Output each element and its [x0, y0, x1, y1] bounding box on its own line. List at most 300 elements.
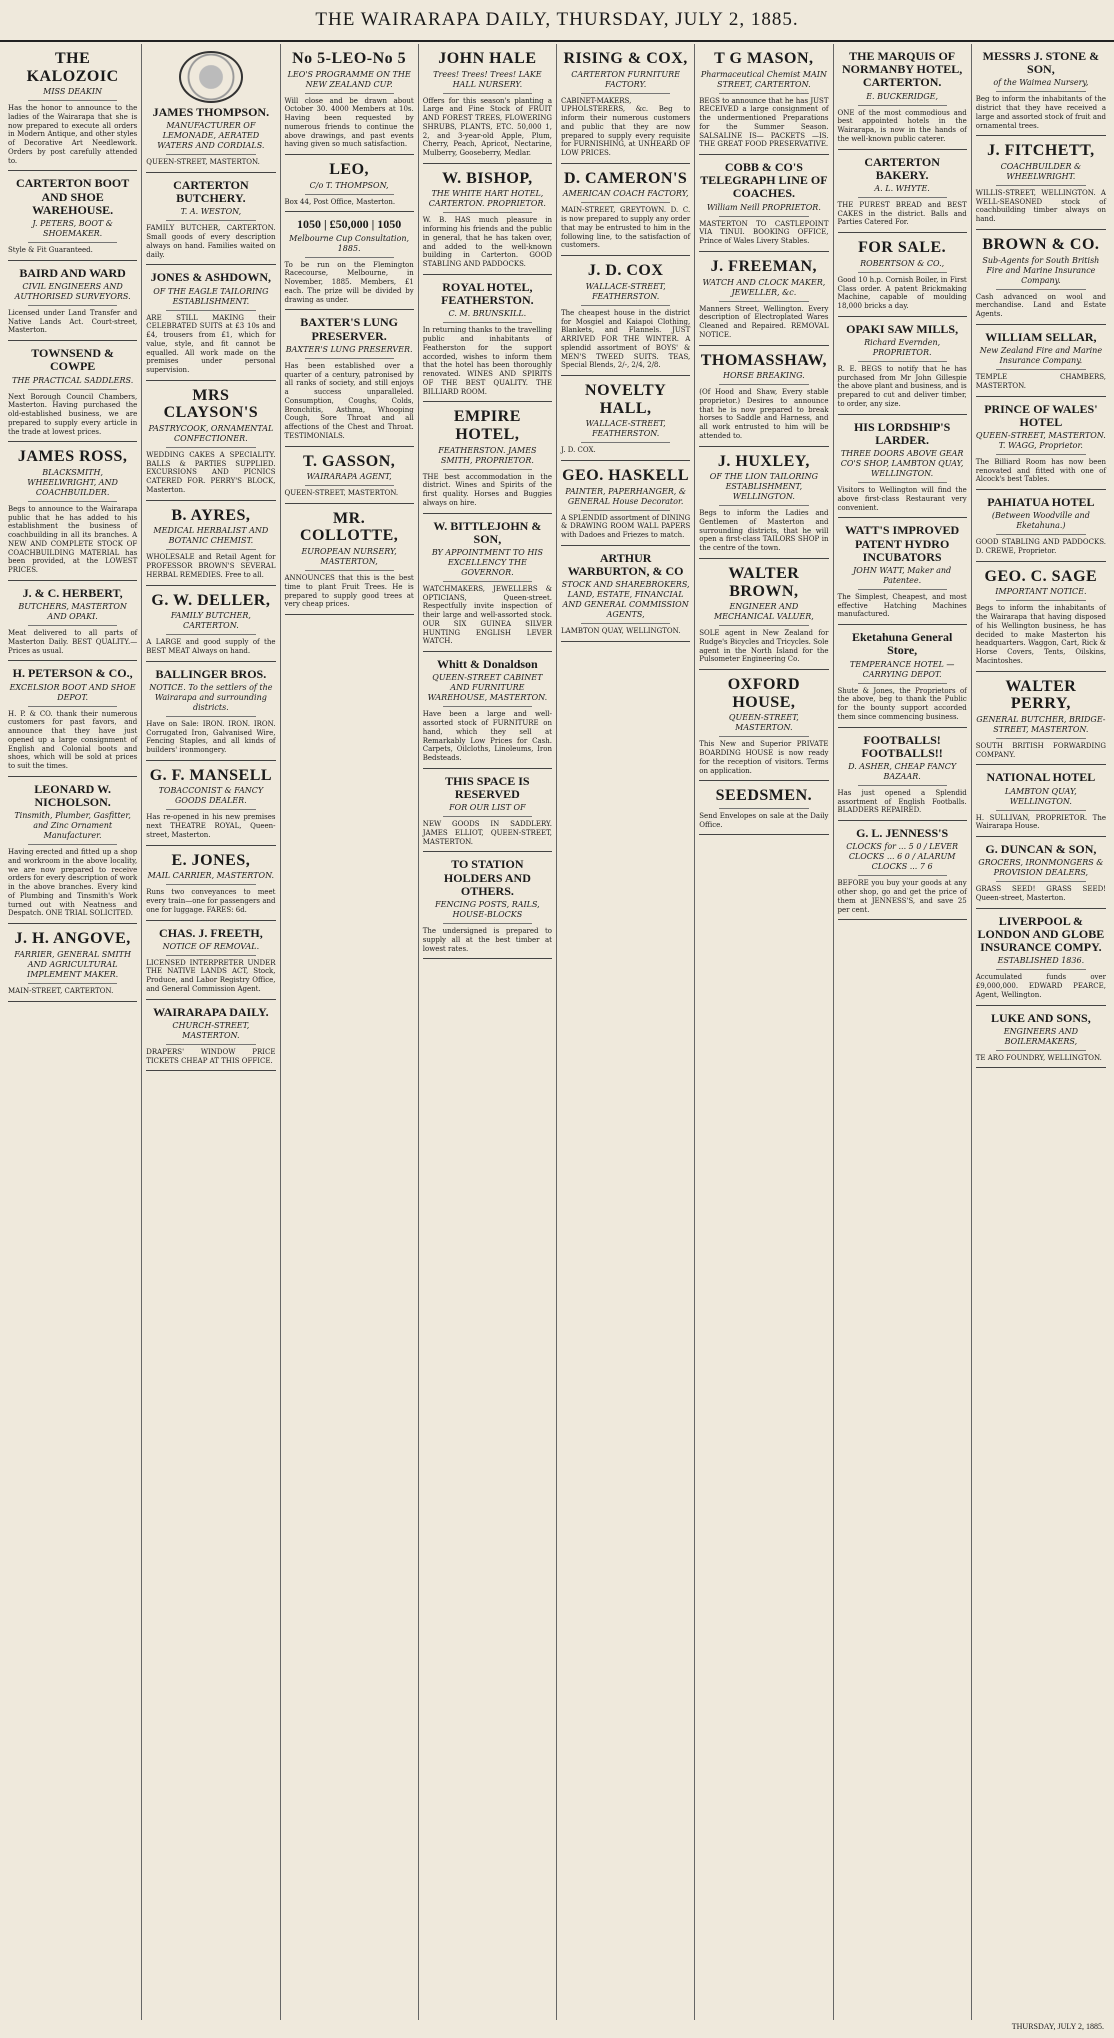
divider — [28, 501, 117, 502]
ad-subheading: CLOCKS for ... 5 0 / LEVER CLOCKS ... 6 0 / ALARUM CLOCKS ... 7 6 — [846, 842, 958, 872]
advertisement — [976, 397, 1106, 491]
ad-body: MASTERTON TO CASTLEPOINT VIA TINUI. BOOKING OFFICE, Prince of Wales Livery Stables. — [699, 219, 829, 246]
ad-subheading: MEDICAL HERBALIST AND BOTANIC CHEMIST. — [153, 526, 269, 546]
divider — [166, 310, 255, 311]
divider — [28, 844, 117, 845]
ad-subheading: QUEEN-STREET, MASTERTON. T. WAGG, Proprietor. — [975, 430, 1106, 450]
divider — [996, 600, 1086, 601]
column-6 — [695, 44, 833, 2020]
advertisement — [838, 415, 967, 519]
divider — [28, 983, 117, 984]
ad-body: To be run on the Flemington Racecourse, Melbourne, in November, 1885. Members, £1 each. The prize will be divided by drawing as under. — [284, 260, 414, 304]
ad-body: FAMILY BUTCHER, CARTERTON. Small goods of every description always on hand. Families waited on daily. — [146, 224, 276, 259]
divider — [858, 272, 947, 273]
ad-body: In returning thanks to the travelling public and inhabitants of Featherston for the support accorded, wishes to inform them that the hotel has been thoroughly renovated. WINES AND SPIRITS OF THE BEST QUALITY. THE BILLIARD ROOM. — [422, 326, 552, 396]
ad-heading: JOHN HALE — [438, 50, 537, 67]
divider — [305, 570, 394, 571]
ad-body: A SPLENDID assortment of DINING & DRAWING ROOM WALL PAPERS with Dadoes and Friezes to match. — [561, 513, 691, 540]
divider — [581, 442, 670, 443]
ad-subheading: QUEEN-STREET, MASTERTON. — [728, 713, 799, 733]
ad-heading: TO STATION HOLDERS AND OTHERS. — [443, 857, 531, 898]
divider — [858, 197, 947, 198]
ad-subheading: ENGINEERS AND BOILERMAKERS, — [1003, 1026, 1079, 1046]
divider — [996, 289, 1086, 290]
divider — [996, 969, 1086, 970]
ad-subheading: BAXTER'S LUNG PRESERVER. — [285, 344, 413, 354]
ad-subheading: PASTRYCOOK, ORNAMENTAL CONFECTIONER. — [148, 423, 274, 443]
ad-subheading: Pharmaceutical Chemist MAIN STREET, CARTERTON. — [700, 69, 827, 89]
ad-body: LICENSED INTERPRETER UNDER THE NATIVE LANDS ACT, Stock, Produce, and Labor Registry Office, and General Commission Agent. — [146, 958, 276, 993]
ad-columns — [4, 44, 1110, 2020]
advertisement — [146, 44, 275, 173]
ad-subheading: COACHBUILDER & WHEELWRIGHT. — [1000, 161, 1082, 181]
ad-heading: CARTERTON BAKERY. — [864, 154, 940, 182]
divider — [443, 212, 532, 213]
ad-subheading: CARTERTON FURNITURE FACTORY. — [571, 69, 680, 89]
ad-body: SOUTH BRITISH FORWARDING COMPANY. — [975, 741, 1106, 759]
advertisement — [838, 518, 967, 625]
ad-subheading: EXCELSIOR BOOT AND SHOE DEPOT. — [9, 682, 136, 702]
ad-heading: B. AYRES, — [171, 506, 251, 524]
ad-heading: H. PETERSON & CO., — [12, 666, 133, 681]
advertisement — [976, 909, 1106, 1006]
divider — [996, 534, 1086, 535]
ad-heading: FOR SALE. — [858, 239, 947, 257]
ad-subheading: BUTCHERS, MASTERTON AND OPAKI. — [18, 602, 127, 622]
divider — [719, 505, 808, 506]
ad-heading: GEO. HASKELL — [562, 466, 690, 484]
divider — [858, 482, 947, 483]
advertisement — [8, 777, 137, 924]
column-7 — [834, 44, 972, 2020]
advertisement — [8, 171, 137, 260]
ad-subheading: CHURCH-STREET, MASTERTON. — [172, 1020, 250, 1040]
divider — [443, 706, 532, 707]
divider — [996, 369, 1086, 370]
advertisement — [423, 514, 552, 653]
masthead: THE WAIRARAPA DAILY, THURSDAY, JULY 2, 1885. — [0, 0, 1114, 42]
ad-body: J. D. COX. — [561, 446, 596, 455]
advertisement — [423, 652, 552, 769]
ad-body: Meat delivered to all parts of Masterton Daily. BEST QUALITY.—Prices as usual. — [8, 629, 138, 655]
ad-subheading: HORSE BREAKING. — [723, 371, 805, 381]
ad-body: TEMPLE CHAMBERS, MASTERTON. — [975, 373, 1106, 390]
divider — [443, 322, 532, 323]
ad-body: The undersigned is prepared to supply all at the best timber at lowest rates. — [422, 927, 552, 953]
ad-heading: G. DUNCAN & SON, — [985, 842, 1097, 857]
ad-heading: WILLIAM SELLAR, — [985, 329, 1097, 344]
ad-subheading: CIVIL ENGINEERS AND AUTHORISED SURVEYORS. — [14, 281, 131, 301]
advertisement — [146, 846, 275, 921]
ad-heading: J. H. ANGOVE, — [14, 930, 131, 948]
ad-body: Runs two conveyances to meet every train—one for passengers and one for luggage. FARES: 6d. — [146, 888, 276, 914]
ad-body: This New and Superior PRIVATE BOARDING HOUSE is now ready for the reception of visitors. Terms on application. — [699, 740, 829, 775]
advertisement — [838, 821, 967, 920]
ad-heading: ROYAL HOTEL, FEATHERSTON. — [441, 279, 534, 308]
advertisement — [8, 924, 137, 1001]
ad-heading: WALTER BROWN, — [728, 564, 800, 600]
divider — [28, 706, 117, 707]
ad-heading: CARTERTON BOOT AND SHOE WAREHOUSE. — [15, 176, 130, 217]
advertisement — [561, 256, 690, 376]
ad-body: Shute & Jones, the Proprietors of the above, beg to thank the Public for the bounty support accorded them since commencing business. — [837, 686, 967, 721]
advertisement — [146, 265, 275, 380]
advertisement — [423, 275, 552, 402]
advertisement — [8, 442, 137, 581]
advertisement — [423, 44, 552, 164]
ad-body: QUEEN-STREET, MASTERTON. — [284, 489, 399, 498]
ad-heading: No 5-LEO-No 5 — [292, 50, 407, 67]
ad-subheading: MISS DEAKIN — [43, 87, 103, 97]
ad-subheading: BY APPOINTMENT TO HIS EXCELLENCY THE GOVERNOR. — [431, 547, 543, 577]
ad-subheading: FOR OUR LIST OF — [449, 803, 526, 813]
advertisement — [146, 921, 275, 1000]
advertisement — [146, 381, 275, 501]
advertisement — [8, 341, 137, 442]
ad-subheading: THE WHITE HART HOTEL, CARTERTON. PROPRIETOR. — [428, 189, 546, 209]
ad-body: H. SULLIVAN, PROPRIETOR. The Wairarapa House. — [975, 813, 1106, 831]
advertisement — [423, 769, 552, 853]
advertisement — [561, 546, 690, 642]
advertisement — [976, 765, 1106, 837]
advertisement — [699, 346, 828, 447]
ad-subheading: MAIL CARRIER, MASTERTON. — [147, 871, 275, 881]
ad-heading: J. & C. HERBERT, — [22, 585, 123, 600]
divider — [719, 808, 808, 809]
ad-heading: WALTER PERRY, — [1005, 677, 1077, 713]
advertisement — [976, 44, 1106, 136]
ad-body: Manners Street, Wellington. Every description of Electroplated Wares Cleaned and Repaired. REMOVAL NOTICE. — [699, 304, 829, 339]
ad-subheading: EUROPEAN NURSERY, MASTERTON, — [301, 547, 397, 567]
ad-subheading: NOTICE. To the settlers of the Wairarapa and surrounding districts. — [149, 682, 273, 712]
divider — [443, 93, 532, 94]
column-3 — [281, 44, 419, 2020]
ad-subheading: WALLACE-STREET, FEATHERSTON. — [585, 419, 666, 439]
ad-heading: LEONARD W. NICHOLSON. — [34, 781, 111, 809]
divider — [305, 485, 394, 486]
ad-heading: 1050 | £50,000 | 1050 — [296, 217, 402, 232]
ad-subheading: OF THE EAGLE TAILORING ESTABLISHMENT. — [153, 286, 269, 306]
ad-subheading: IMPORTANT NOTICE. — [995, 587, 1087, 597]
ad-body: BEGS to announce that he has JUST RECEIVED a large consignment of the undermentioned Preparations for the Summer Season. SALSALINE IS— PACKETS —IS. THE GREAT FOOD PRESERVATIVE. — [699, 96, 829, 149]
ad-body: Good 10 h.p. Cornish Boiler, in First Class order. A patent Brickmaking Machine, capable of moulding 18,000 bricks a day. — [837, 275, 967, 311]
advertisement — [146, 761, 275, 846]
divider — [996, 1050, 1086, 1051]
ad-body: TE ARO FOUNDRY, WELLINGTON. — [975, 1053, 1102, 1062]
ad-body: The cheapest house in the district for Mosgiel and Kaiapoi Clothing, Blankets, and Flannels. JUST ARRIVED FOR THE WINTER. A splendid assortment of BOYS' & MEN'S TWEED SUITS. TEAS, Special Blends, 2/-, 2/4, 2/8. — [561, 308, 691, 370]
ad-subheading: (Between Woodville and Eketahuna.) — [991, 511, 1090, 531]
ad-subheading: LAMBTON QUAY, WELLINGTON. — [1004, 786, 1077, 806]
advertisement — [838, 625, 967, 727]
advertisement — [146, 1000, 275, 1072]
divider — [858, 361, 947, 362]
ad-heading: RISING & COX, — [563, 50, 688, 67]
divider — [166, 220, 255, 221]
ad-subheading: TEMPERANCE HOTEL — CARRYING DEPOT. — [849, 659, 955, 679]
ad-body: Have been a large and well-assorted stock of FURNITURE on hand, which they sell at Remarkably Low Prices for Cash. Carpets, Oilcloths, Linoleums, Iron Bedsteads. — [422, 710, 552, 763]
ad-heading: WATT'S IMPROVED PATENT HYDRO INCUBATORS — [845, 523, 960, 564]
advertisement — [699, 670, 828, 781]
ad-heading: BALLINGER BROS. — [155, 666, 267, 681]
ad-subheading: William Neill PROPRIETOR. — [706, 202, 821, 212]
divider — [858, 875, 947, 876]
ad-heading: NOVELTY HALL, — [585, 382, 667, 417]
ad-heading: D. CAMERON'S — [563, 169, 688, 187]
advertisement — [838, 150, 967, 234]
advertisement — [8, 661, 137, 776]
divider — [28, 100, 117, 101]
divider — [858, 683, 947, 684]
ad-subheading: BLACKSMITH, WHEELWRIGHT, AND COACHBUILDER. — [27, 467, 118, 497]
ad-body: QUEEN-STREET, MASTERTON. — [146, 158, 260, 167]
divider — [305, 93, 394, 94]
ad-heading: NATIONAL HOTEL — [986, 770, 1096, 785]
ad-body: MAIN-STREET, CARTERTON. — [8, 986, 114, 995]
ad-body: Has the honor to announce to the ladies of the Wairarapa that she is now prepared to execute all orders in Modern Antique, and other styles of Decorative Art Needlework. Orders by post carefully attended to. — [8, 104, 138, 165]
ad-body: Begs to inform the Ladies and Gentlemen of Masterton and surrounding districts, that he will open a first-class TAILORS SHOP in the centre of the town. — [699, 509, 829, 553]
advertisement — [838, 233, 967, 317]
advertisement — [838, 44, 967, 150]
advertisement — [8, 44, 137, 171]
ad-heading: PRINCE OF WALES' HOTEL — [984, 401, 1098, 429]
divider — [581, 510, 670, 511]
ad-body: Visitors to Wellington will find the above first-class Restaurant very convenient. — [837, 486, 967, 512]
ad-heading: CHAS. J. FREETH, — [159, 925, 263, 940]
ad-body: Has re-opened in his new premises next THEATRE ROYAL, Queen-street, Masterton. — [146, 813, 276, 839]
divider — [28, 242, 117, 243]
ad-subheading: QUEEN-STREET CABINET AND FURNITURE WAREHOUSE, MASTERTON. — [427, 673, 548, 703]
ad-heading: THE MARQUIS OF NORMANBY HOTEL, CARTERTON. — [842, 49, 963, 90]
divider — [443, 581, 532, 582]
ad-body: Begs to inform the inhabitants of the Wairarapa that having disposed of his Wellington business, he has decided to make Masterton his headquarters. Waggon, Cart, Rick & Horse Covers, Tents, Oilskins, Macintoshes. — [975, 604, 1106, 665]
advertisement — [8, 581, 137, 661]
divider — [581, 93, 670, 94]
divider — [581, 623, 670, 624]
divider — [996, 810, 1086, 811]
ad-subheading: C. M. BRUNSKILL. — [448, 309, 527, 319]
advertisement — [146, 662, 275, 761]
divider — [166, 716, 255, 717]
divider — [719, 301, 808, 302]
ad-subheading: WATCH AND CLOCK MAKER, JEWELLER, &c. — [702, 277, 826, 297]
divider — [166, 634, 255, 635]
divider — [858, 785, 947, 786]
ad-subheading: D. ASHER, CHEAP FANCY BAZAAR. — [848, 761, 957, 781]
ad-body: Box 44, Post Office, Masterton. — [284, 197, 396, 206]
ad-subheading: T. A. WESTON, — [180, 207, 242, 217]
divider — [719, 93, 808, 94]
ad-heading: ARTHUR WARBURTON, & CO — [567, 550, 684, 578]
ad-subheading: WALLACE-STREET, FEATHERSTON. — [585, 281, 666, 301]
ad-body: Cash advanced on wool and merchandise. Land and Estate Agents. — [975, 292, 1106, 319]
advertisement — [699, 559, 828, 670]
ad-subheading: THREE DOORS ABOVE GEAR CO'S SHOP, LAMBTON QUAY, WELLINGTON. — [840, 449, 964, 479]
ad-heading: BAXTER'S LUNG PRESERVER. — [300, 315, 398, 343]
divider — [996, 454, 1086, 455]
divider — [996, 91, 1086, 92]
divider — [166, 549, 255, 550]
ad-body: WATCHMAKERS, JEWELLERS & OPTICIANS, Queen-street. Respectfully invite inspection of their large and well-assorted stock. OUR SIX GUINEA SILVER HUNTING ENGLISH LEVER WATCH. — [422, 584, 552, 646]
ad-body: GRASS SEED! GRASS SEED! Queen-street, Masterton. — [975, 885, 1106, 902]
advertisement — [976, 325, 1106, 397]
advertisement — [146, 586, 275, 662]
advertisement — [8, 261, 137, 341]
ad-heading: Whitt & Donaldson — [437, 657, 538, 672]
ad-heading: G. F. MANSELL — [149, 766, 273, 784]
ad-heading: PAHIATUA HOTEL — [987, 495, 1095, 510]
ad-subheading: ROBERTSON & CO., — [860, 258, 945, 268]
advertisement — [976, 1006, 1106, 1069]
ad-subheading: FEATHERSTON. JAMES SMITH, PROPRIETOR. — [438, 445, 537, 465]
divider — [581, 202, 670, 203]
ad-body: THE PUREST BREAD and BEST CAKES in the district. Balls and Parties Catered For. — [837, 200, 967, 227]
advertisement — [423, 852, 552, 959]
advertisement — [561, 461, 690, 546]
advertisement — [285, 310, 414, 446]
divider — [28, 305, 117, 306]
column-5 — [557, 44, 695, 2020]
ad-subheading: JOHN WATT, Maker and Patentee. — [853, 565, 952, 585]
ad-subheading: GENERAL BUTCHER, BRIDGE-STREET, MASTERTON. — [976, 714, 1106, 734]
divider — [858, 589, 947, 590]
ad-body: ANNOUNCES that this is the best time to plant Fruit Trees. He is prepared to supply good trees at very cheap prices. — [284, 574, 414, 609]
ad-body: BEFORE you buy your goods at any other shop, go and get the price of them at JENNESS'S, and save 25 per cent. — [837, 879, 967, 914]
ad-heading: MESSRS J. STONE & SON, — [982, 49, 1100, 77]
ad-body: W. B. HAS much pleasure in informing his friends and the public in general, that he has taken over, and added to the well-known building in Carterton. GOOD STABLING AND PADDOCKS. — [422, 216, 552, 269]
ad-heading: J. FITCHETT, — [987, 142, 1095, 160]
ad-body: Licensed under Land Transfer and Native Lands Act. Court-street, Masterton. — [8, 308, 138, 335]
ad-heading: G. W. DELLER, — [151, 591, 271, 609]
ad-heading: E. JONES, — [171, 851, 251, 869]
ad-body: DRAPERS' WINDOW PRICE TICKETS CHEAP AT THIS OFFICE. — [146, 1047, 276, 1065]
ad-heading: JONES & ASHDOWN, — [150, 270, 272, 285]
ad-subheading: AMERICAN COACH FACTORY, — [562, 189, 689, 199]
ad-subheading: LEO'S PROGRAMME ON THE NEW ZEALAND CUP. — [287, 69, 411, 89]
ad-heading: JAMES ROSS, — [17, 448, 128, 466]
ad-subheading: WAIRARAPA AGENT, — [306, 472, 392, 482]
ad-heading: OPAKI SAW MILLS, — [846, 321, 959, 336]
advertisement — [285, 212, 414, 310]
divider — [166, 884, 255, 885]
ad-heading: THE KALOZOIC — [26, 50, 119, 85]
ad-body: Offers for this season's planting a Large and Fine Stock of FRUIT AND FOREST TREES, FLOWERING SHRUBS, PLANTS, ETC. 50,000 1, 2, and 3-year-old Apple, Plum, Cherry, Peach, Apricot, Nectarine, Mulberry, Gooseberry, Medlar. — [422, 96, 552, 158]
divider — [305, 194, 394, 195]
ad-heading: J. D. COX — [587, 262, 664, 280]
ad-body: R. E. BEGS to notify that he has purchased from Mr John Gillespie the above plant and business, and is prepared to cut and deliver timber, to order, any size. — [837, 364, 967, 408]
ad-heading: J. HUXLEY, — [717, 452, 810, 470]
divider — [719, 625, 808, 626]
ad-subheading: NOTICE OF REMOVAL. — [162, 941, 260, 951]
divider — [858, 105, 947, 106]
ad-heading: LUKE AND SONS, — [991, 1010, 1091, 1025]
divider — [996, 881, 1086, 882]
ad-subheading: FARRIER, GENERAL SMITH AND AGRICULTURAL IMPLEMENT MAKER. — [14, 949, 131, 979]
advertisement — [838, 728, 967, 822]
ad-body: WHOLESALE and Retail Agent for PROFESSOR BROWN'S SEVERAL HERBAL REMEDIES. Free to all. — [146, 553, 276, 579]
ad-heading: Eketahuna General Store, — [851, 630, 953, 658]
ad-body: The Simplest, Cheapest, and most effective Hatching Machines manufactured. — [837, 592, 967, 619]
ad-subheading: GROCERS, IRONMONGERS & PROVISION DEALERS, — [978, 858, 1104, 878]
ad-body: (Of Hood and Shaw, Every stable proprietor.) Desires to announce that he is now prepared to break horses to Saddle and Harness, and all work entrusted to him will be attended to. — [699, 388, 829, 440]
advertisement — [285, 504, 414, 615]
advertisement — [976, 230, 1106, 325]
divider — [996, 738, 1086, 739]
ad-body: Has just opened a Splendid assortment of English Footballs. BLADDERS REPAIRED. — [837, 788, 967, 815]
ad-subheading: New Zealand Fire and Marine Insurance Company. — [979, 346, 1103, 365]
advertisement — [838, 317, 967, 415]
divider — [719, 384, 808, 385]
advertisement — [976, 490, 1106, 562]
advertisement — [976, 562, 1106, 672]
divider — [443, 469, 532, 470]
advertisement — [285, 447, 414, 504]
divider — [719, 736, 808, 737]
column-2 — [142, 44, 280, 2020]
emblem-icon — [179, 51, 243, 103]
ad-heading: BAIRD AND WARD — [19, 265, 126, 280]
ad-heading: EMPIRE HOTEL, — [453, 408, 521, 443]
advertisement — [699, 155, 828, 252]
ad-subheading: STOCK AND SHAREBROKERS, LAND, ESTATE, FINANCIAL AND GENERAL COMMISSION AGENTS, — [561, 580, 690, 620]
ad-heading: MR. COLLOTTE, — [299, 509, 399, 545]
ad-body: THE best accommodation in the district. Wines and Spirits of the first quality. Horses and Buggies always on hire. — [422, 472, 552, 507]
ad-heading: JAMES THOMPSON. — [152, 105, 270, 119]
ad-body: Having erected and fitted up a shop and workroom in the above locality, we are now prepared to receive orders for every description of work in the above branches. Every kind of Plumbing and Tinsmith's Work turned out with Neatness and Despatch. ONE TRIAL SOLICITED. — [8, 848, 138, 918]
ad-heading: TOWNSEND & COWPE — [31, 346, 115, 374]
divider — [996, 185, 1086, 186]
divider — [443, 816, 532, 817]
divider — [719, 216, 808, 217]
ad-heading: W. BISHOP, — [442, 169, 533, 187]
ad-heading: HIS LORDSHIP'S LARDER. — [853, 419, 951, 447]
ad-heading: G. L. JENNESS'S — [856, 826, 949, 841]
ad-body: Will close and be drawn about October 30. 4000 Members at 10s. Having been requested by numerous friends to continue the above drawings, and past events having given so much satisfaction. — [284, 96, 414, 149]
advertisement — [699, 252, 828, 346]
ad-body: Next Borough Council Chambers, Masterton. Having purchased the old-established business, we are prepared to supply every article in the trade at lowest prices. — [8, 392, 138, 436]
ad-heading: LIVERPOOL & LONDON AND GLOBE INSURANCE COMPY. — [977, 913, 1105, 955]
divider — [166, 955, 255, 956]
ad-subheading: ENGINEER AND MECHANICAL VALUER, — [713, 602, 814, 622]
advertisement — [285, 155, 414, 212]
advertisement — [285, 44, 414, 155]
ad-heading: WAIRARAPA DAILY. — [153, 1004, 269, 1019]
divider — [305, 358, 394, 359]
column-4 — [419, 44, 557, 2020]
ad-subheading: PAINTER, PAPERHANGER, & GENERAL House Decorator. — [565, 486, 686, 506]
ad-subheading: E. BUCKERIDGE, — [866, 91, 939, 101]
advertisement — [699, 44, 828, 155]
ad-subheading: C/o T. THOMPSON, — [309, 180, 389, 190]
divider — [28, 625, 117, 626]
advertisement — [976, 837, 1106, 909]
ad-body: WEDDING CAKES A SPECIALITY. BALLS & PARTIES SUPPLIED. EXCURSIONS AND PICNICS CATERED FOR. PERRY'S BLOCK, Masterton. — [146, 450, 276, 494]
advertisement — [699, 781, 828, 835]
ad-heading: MRS CLAYSON'S — [163, 386, 259, 422]
ad-subheading: A. L. WHYTE. — [874, 183, 930, 193]
ad-heading: T G MASON, — [714, 50, 814, 67]
advertisement — [423, 164, 552, 275]
advertisement — [561, 376, 690, 461]
ad-subheading: J. PETERS, BOOT & SHOEMAKER. — [32, 219, 113, 238]
footer-date: THURSDAY, JULY 2, 1885. — [1011, 2022, 1104, 2031]
ad-body: A LARGE and good supply of the BEST MEAT Always on hand. — [146, 638, 276, 655]
divider — [305, 257, 394, 258]
ad-body: H. P. & CO. thank their numerous customers for past favors, and announce that they have just opened up a large consignment of English and Colonial boots and shoes, which will be sold at prices to suit the times. — [8, 709, 138, 771]
ad-body: ARE STILL MAKING their CELEBRATED SUITS at £3 10s and £4, trousers from £1, which for value, style, and fit cannot be equalled. All work made on the premises under personal supervision. — [146, 313, 276, 374]
ad-heading: THOMASSHAW, — [700, 351, 828, 369]
ad-heading: W. BITTLEJOHN & SON, — [433, 518, 542, 546]
divider — [166, 809, 255, 810]
